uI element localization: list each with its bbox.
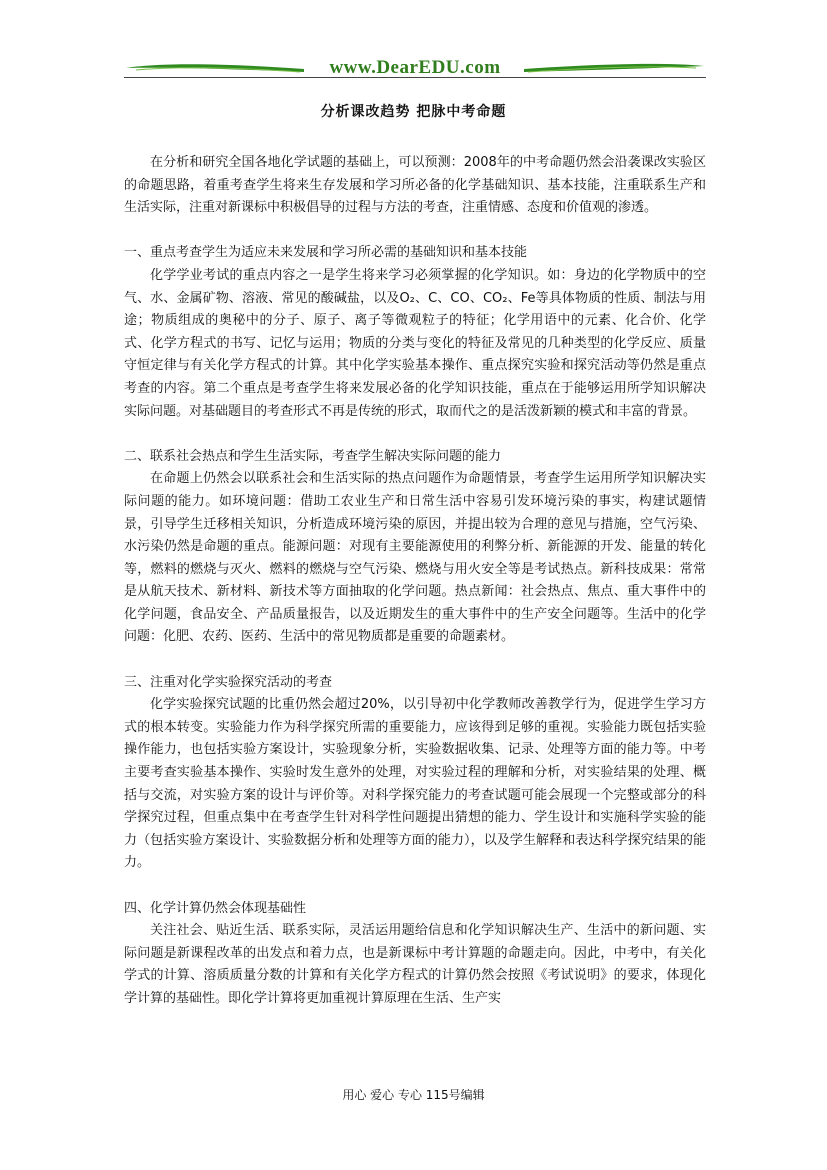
- page-title: 分析课改趋势 把脉中考命题: [320, 104, 507, 120]
- site-header: [124, 52, 706, 82]
- section-heading-2: 二、联系社会热点和学生生活实际，考查学生解决实际问题的能力: [124, 448, 502, 464]
- section-heading-3: 三、注重对化学实验探究活动的考查: [124, 674, 333, 690]
- section-body-3: 化学实验探究试题的比重仍然会超过20%，以引导初中化学教师改善教学行为，促进学生学习方式的根本转变。实验能力作为科学探究所需的重要能力，应该得到足够的重视。实验能力既包括实验操作能力，也包括实验方案设计，实验现象分析，实验数据收集、记录、处理等方面的能力等。中考主要考查实验基本操作、实验时发生意外的处理，对实验过程的理解和分析，对实验结果的处理、概括与交流，对实验方案的设计与评价等。对科学探究能力的考查试题可能会展现一个完整或部分的科学探究过程，但重点集中在考查学生针对科学性问题提出猜想的能力、学生设计和实施科学实验的能力（包括实验方案设计、实验数据分析和处理等方面的能力），以及学生解释和表达科学探究结果的能力。: [124, 697, 706, 871]
- section-body-2: 在命题上仍然会以联系社会和生活实际的热点问题作为命题情景，考查学生运用所学知识解决实际问题的能力。如环境问题：借助工农业生产和日常生活中容易引发环境污染的事实，构建试题情景，引导学生迁移相关知识，分析造成环境污染的原因，并提出较为合理的意见与措施，空气污染、水污染仍然是命题的重点。能源问题：对现有主要能源使用的利弊分析、新能源的开发、能量的转化等，燃料的燃烧与灭火、燃料的燃烧与空气污染、燃烧与用火安全等是考试热点。新科技成果：常常是从航天技术、新材料、新技术等方面抽取的化学问题。热点新闻：社会热点、焦点、重大事件中的化学问题，食品安全、产品质量报告，以及近期发生的重大事件中的生产安全问题等。生活中的化学问题：化肥、农药、医药、生活中的常见物质都是重要的命题素材。: [124, 471, 706, 645]
- intro-paragraph: 在分析和研究全国各地化学试题的基础上，可以预测：2008年的中考命题仍然会沿袭课改实验区的命题思路，着重考查学生将来生存发展和学习所必备的化学基础知识、基本技能，注重联系生产和生活实际，注重对新课标中积极倡导的过程与方法的考查，注重情感、态度和价值观的渗透。: [124, 155, 706, 216]
- site-url: www.DearEDU.com: [329, 57, 501, 78]
- section-heading-4: 四、化学计算仍然会体现基础性: [124, 900, 307, 916]
- page-footer: 用心 爱心 专心 115号编辑: [342, 1088, 485, 1102]
- document-body: [124, 152, 706, 1011]
- section-heading-1: 一、重点考查学生为适应未来发展和学习所必需的基础知识和基本技能: [124, 245, 528, 261]
- section-body-1: 化学学业考试的重点内容之一是学生将来学习必须掌握的化学知识。如：身边的化学物质中的空气、水、金属矿物、溶液、常见的酸碱盐，以及O₂、C、CO、CO₂、Fe等具体物质的性质、制法与用途；物质组成的奥秘中的分子、原子、离子等微观粒子的特征；化学用语中的元素、化合价、化学式、化学方程式的书写、记忆与运用；物质的分类与变化的特征及常见的几种类型的化学反应、质量守恒定律与有关化学方程式的计算。其中化学实验基本操作、重点探究实验和探究活动等仍然是重点考查的内容。第二个重点是考查学生将来发展必备的化学知识技能，重点在于能够运用所学知识解决实际问题。对基础题目的考查形式不再是传统的形式，取而代之的是活泼新颖的模式和丰富的背景。: [124, 267, 706, 419]
- header-divider: [124, 77, 706, 78]
- section-body-4: 关注社会、贴近生活、联系实际，灵活运用题给信息和化学知识解决生产、生活中的新问题、实际问题是新课程改革的出发点和着力点，也是新课标中考计算题的命题走向。因此，中考中，有关化学式的计算、溶质质量分数的计算和有关化学方程式的计算仍然会按照《考试说明》的要求，体现化学计算的基础性。即化学计算将更加重视计算原理在生活、生产实: [124, 923, 706, 1006]
